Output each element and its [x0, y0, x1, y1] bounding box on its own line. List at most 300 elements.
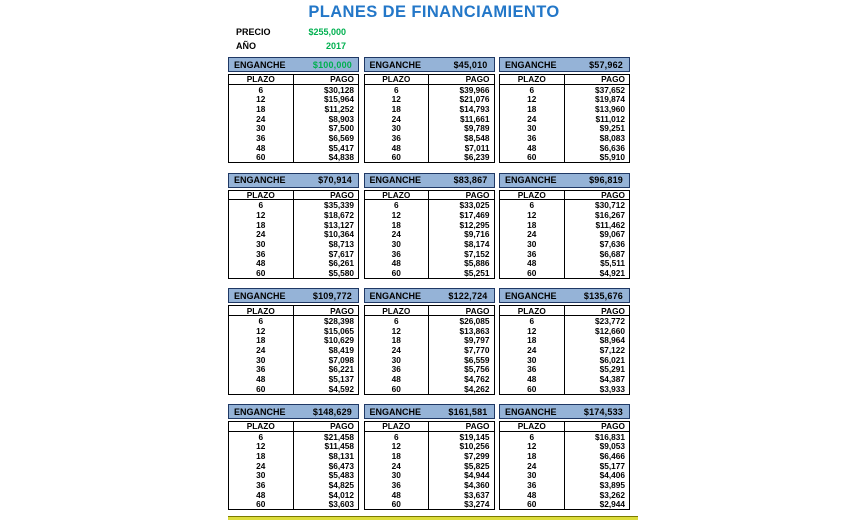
plazo-cell: 36: [365, 480, 430, 490]
plan-row: [500, 316, 629, 326]
plan-row: [229, 220, 358, 230]
plazo-cell: 6: [365, 316, 430, 326]
pago-cell: $30,712: [595, 200, 625, 211]
plan-row: [229, 461, 358, 471]
plan-row: [365, 451, 494, 461]
plan-card: [499, 57, 630, 163]
pago-cell: $5,417: [328, 142, 354, 153]
plan-row: [365, 210, 494, 220]
pago-cell: $4,360: [464, 480, 490, 491]
plan-card: [228, 404, 359, 510]
plan-row: [500, 123, 629, 133]
enganche-label: ENGANCHE: [369, 59, 422, 70]
plan-row: [229, 133, 358, 143]
plan-row: [500, 259, 629, 269]
plazo-cell: 18: [229, 104, 294, 114]
info-label: PRECIO: [236, 27, 271, 37]
pago-cell: $16,831: [595, 431, 625, 442]
plan-row: [500, 355, 629, 365]
pago-cell: $7,500: [328, 123, 354, 134]
plazo-cell: 12: [365, 326, 430, 336]
plazo-cell: 12: [229, 326, 294, 336]
pago-cell: $8,083: [599, 132, 625, 143]
enganche-value: $96,819: [589, 175, 623, 186]
pago-cell: $4,262: [464, 383, 490, 394]
plan-row: [229, 210, 358, 220]
plan-card: [499, 404, 630, 510]
plan-row: [500, 384, 629, 394]
pago-column-header: PAGO: [465, 421, 490, 432]
plazo-cell: 48: [365, 259, 430, 269]
plazo-column-header: PLAZO: [500, 422, 565, 431]
plazo-cell: 60: [365, 268, 430, 278]
enganche-header: [499, 57, 630, 72]
plan-row: [365, 432, 494, 442]
payment-table: [499, 305, 630, 394]
plazo-cell: 18: [500, 335, 565, 345]
plazo-cell: 30: [365, 355, 430, 365]
plazo-cell: 60: [500, 500, 565, 510]
plazo-cell: 24: [500, 345, 565, 355]
pago-cell: $5,177: [599, 460, 625, 471]
pago-cell: $9,716: [464, 229, 490, 240]
plazo-column-header: PLAZO: [365, 75, 430, 84]
plazo-cell: 12: [229, 94, 294, 104]
pago-cell: $6,687: [599, 248, 625, 259]
enganche-label: ENGANCHE: [369, 175, 422, 186]
plazo-cell: 48: [500, 143, 565, 153]
plazo-cell: 12: [500, 441, 565, 451]
payment-table: [228, 74, 359, 163]
plan-row: [365, 316, 494, 326]
pago-cell: $7,636: [599, 238, 625, 249]
plazo-cell: 60: [229, 384, 294, 394]
plazo-cell: 60: [365, 153, 430, 163]
pago-cell: $17,469: [459, 209, 490, 220]
plan-row: [500, 220, 629, 230]
enganche-value: $148,629: [312, 406, 352, 417]
pago-cell: $15,964: [324, 94, 354, 105]
enganche-label: ENGANCHE: [234, 175, 286, 186]
enganche-value: $161,581: [448, 406, 488, 417]
pago-cell: $9,251: [599, 123, 625, 134]
pago-cell: $4,921: [599, 268, 625, 279]
plazo-cell: 6: [500, 200, 565, 210]
payment-table-header: [229, 422, 358, 432]
page-title: PLANES DE FINANCIAMIENTO: [308, 3, 560, 21]
plan-row: [365, 114, 494, 124]
plazo-cell: 12: [500, 94, 565, 104]
plan-row: [365, 490, 494, 500]
pago-cell: $4,838: [328, 152, 354, 163]
pago-cell: $5,756: [464, 364, 490, 375]
plan-row: [500, 153, 629, 163]
enganche-value: $83,867: [453, 175, 488, 186]
plazo-cell: 18: [229, 451, 294, 461]
plan-row: [365, 500, 494, 510]
plazo-cell: 48: [500, 490, 565, 500]
plazo-cell: 30: [229, 123, 294, 133]
enganche-label: ENGANCHE: [505, 406, 557, 417]
plazo-cell: 36: [229, 365, 294, 375]
plazo-cell: 12: [365, 94, 430, 104]
plan-row: [500, 200, 629, 210]
plazo-cell: 30: [229, 471, 294, 481]
pago-cell: $5,511: [600, 258, 625, 269]
payment-table: [228, 305, 359, 394]
pago-cell: $10,364: [324, 229, 354, 240]
plazo-cell: 36: [365, 133, 430, 143]
pago-cell: $6,466: [599, 450, 625, 461]
payment-table-header: [229, 306, 358, 316]
enganche-label: ENGANCHE: [505, 175, 557, 186]
pago-cell: $5,483: [328, 470, 354, 481]
plan-row: [365, 153, 494, 163]
plan-row: [500, 94, 629, 104]
pago-column-header: PAGO: [330, 305, 354, 316]
payment-table-header: [500, 191, 629, 201]
pago-cell: $8,174: [464, 238, 490, 249]
pago-cell: $6,473: [328, 460, 354, 471]
plan-row: [500, 239, 629, 249]
enganche-header: [228, 173, 359, 188]
plan-row: [500, 104, 629, 114]
pago-cell: $5,886: [464, 258, 490, 269]
plan-row: [229, 490, 358, 500]
pago-cell: $8,548: [464, 132, 490, 143]
pago-cell: $37,652: [595, 84, 625, 95]
pago-cell: $21,458: [324, 431, 354, 442]
enganche-value: $135,676: [583, 290, 623, 301]
payment-table: [228, 421, 359, 510]
pago-cell: $6,239: [464, 152, 490, 163]
pago-cell: $9,067: [599, 229, 625, 240]
enganche-value: $100,000: [312, 59, 352, 70]
pago-cell: $3,274: [464, 499, 490, 510]
plan-row: [229, 239, 358, 249]
pago-column-header: PAGO: [601, 190, 625, 201]
pago-cell: $13,127: [324, 219, 354, 230]
plazo-cell: 18: [229, 220, 294, 230]
pago-cell: $3,603: [328, 499, 354, 510]
plazo-column-header: PLAZO: [365, 191, 430, 200]
pago-column-header: PAGO: [330, 190, 354, 201]
pago-cell: $10,629: [324, 335, 354, 346]
payment-table-header: [500, 75, 629, 85]
enganche-header: [364, 404, 495, 419]
plazo-cell: 6: [500, 432, 565, 442]
plan-row: [365, 441, 494, 451]
plan-row: [365, 374, 494, 384]
pago-cell: $5,910: [599, 152, 625, 163]
pago-cell: $4,406: [599, 470, 625, 481]
enganche-header: [228, 288, 359, 303]
enganche-header: [499, 288, 630, 303]
pago-cell: $21,076: [459, 94, 490, 105]
plan-row: [365, 143, 494, 153]
plazo-cell: 24: [500, 229, 565, 239]
pago-cell: $8,903: [328, 113, 354, 124]
pago-cell: $6,636: [599, 142, 625, 153]
payment-table: [364, 74, 495, 163]
plazo-cell: 6: [229, 432, 294, 442]
plazo-cell: 24: [365, 114, 430, 124]
plan-row: [365, 200, 494, 210]
price-year-info: [236, 25, 346, 53]
pago-cell: $8,964: [599, 335, 625, 346]
pago-cell: $5,251: [464, 268, 490, 279]
plan-row: [229, 500, 358, 510]
plan-row: [229, 316, 358, 326]
pago-cell: $8,419: [328, 344, 354, 355]
plan-row: [365, 384, 494, 394]
plazo-cell: 6: [500, 85, 565, 95]
pago-cell: $11,458: [324, 441, 354, 452]
pago-cell: $19,874: [595, 94, 625, 105]
enganche-value: $174,533: [583, 406, 623, 417]
pago-cell: $7,098: [328, 354, 354, 365]
payment-table-header: [500, 306, 629, 316]
pago-cell: $3,933: [599, 383, 625, 394]
info-row: [236, 25, 346, 39]
pago-column-header: PAGO: [601, 305, 625, 316]
pago-cell: $12,660: [595, 325, 625, 336]
pago-column-header: PAGO: [330, 74, 354, 85]
plazo-cell: 18: [365, 220, 430, 230]
plazo-column-header: PLAZO: [500, 75, 565, 84]
plan-row: [229, 345, 358, 355]
plan-card: [228, 288, 359, 394]
enganche-value: $122,724: [448, 290, 488, 301]
pago-cell: $28,398: [324, 315, 354, 326]
plan-row: [229, 355, 358, 365]
pago-cell: $9,797: [464, 335, 490, 346]
plan-row: [229, 143, 358, 153]
payment-table: [499, 74, 630, 163]
plan-row: [500, 114, 629, 124]
plazo-cell: 60: [365, 500, 430, 510]
pago-cell: $26,085: [459, 315, 490, 326]
pago-cell: $7,122: [599, 344, 625, 355]
plazo-cell: 48: [229, 490, 294, 500]
plan-row: [229, 374, 358, 384]
plan-row: [365, 461, 494, 471]
plazo-cell: 24: [500, 461, 565, 471]
pago-cell: $9,789: [464, 123, 490, 134]
plan-row: [500, 345, 629, 355]
plazo-cell: 30: [500, 239, 565, 249]
pago-cell: $23,772: [595, 315, 625, 326]
pago-cell: $8,131: [328, 450, 354, 461]
plazo-cell: 48: [500, 374, 565, 384]
pago-column-header: PAGO: [601, 421, 625, 432]
plan-row: [365, 94, 494, 104]
pago-cell: $4,012: [328, 489, 354, 500]
plan-row: [229, 441, 358, 451]
plan-row: [365, 249, 494, 259]
plan-row: [229, 335, 358, 345]
payment-table-header: [365, 75, 494, 85]
plazo-cell: 36: [229, 133, 294, 143]
plazo-cell: 24: [500, 114, 565, 124]
plan-row: [500, 461, 629, 471]
plazo-cell: 36: [500, 480, 565, 490]
plazo-cell: 60: [229, 268, 294, 278]
pago-cell: $13,960: [595, 103, 625, 114]
plazo-cell: 36: [365, 249, 430, 259]
plazo-cell: 48: [229, 374, 294, 384]
payment-table-header: [365, 422, 494, 432]
plan-row: [365, 123, 494, 133]
plan-card: [228, 173, 359, 279]
pago-cell: $6,559: [464, 354, 490, 365]
pago-cell: $5,580: [328, 268, 354, 279]
plan-row: [365, 345, 494, 355]
enganche-header: [228, 57, 359, 72]
enganche-header: [499, 173, 630, 188]
enganche-label: ENGANCHE: [234, 406, 286, 417]
pago-cell: $5,137: [328, 374, 354, 385]
pago-cell: $3,262: [599, 489, 625, 500]
plazo-cell: 18: [500, 451, 565, 461]
payment-table-header: [500, 422, 629, 432]
payment-table: [364, 305, 495, 394]
pago-cell: $4,944: [464, 470, 490, 481]
plazo-cell: 6: [365, 432, 430, 442]
plazo-cell: 60: [229, 153, 294, 163]
pago-cell: $35,339: [324, 200, 354, 211]
plazo-cell: 24: [229, 114, 294, 124]
plan-row: [365, 355, 494, 365]
plan-row: [229, 259, 358, 269]
enganche-value: $57,962: [589, 59, 623, 70]
plazo-cell: 30: [500, 355, 565, 365]
plan-card: [228, 57, 359, 163]
payment-table-header: [365, 191, 494, 201]
pago-cell: $10,256: [459, 441, 490, 452]
plazo-cell: 24: [365, 345, 430, 355]
pago-cell: $3,637: [464, 489, 490, 500]
pago-cell: $14,793: [459, 103, 490, 114]
pago-column-header: PAGO: [601, 74, 625, 85]
pago-cell: $6,221: [328, 364, 354, 375]
plan-row: [500, 143, 629, 153]
next-section-strip: [228, 516, 638, 520]
plan-row: [500, 326, 629, 336]
plazo-cell: 12: [229, 441, 294, 451]
plazo-cell: 6: [500, 316, 565, 326]
plan-row: [500, 365, 629, 375]
plan-row: [500, 249, 629, 259]
plan-row: [500, 374, 629, 384]
plan-row: [229, 268, 358, 278]
plazo-cell: 18: [500, 220, 565, 230]
pago-cell: $19,145: [459, 431, 490, 442]
enganche-label: ENGANCHE: [369, 406, 422, 417]
plan-row: [500, 441, 629, 451]
plan-row: [365, 104, 494, 114]
enganche-header: [364, 173, 495, 188]
enganche-label: ENGANCHE: [505, 59, 557, 70]
pago-cell: $39,966: [459, 84, 490, 95]
plan-row: [500, 268, 629, 278]
plan-row: [500, 335, 629, 345]
pago-cell: $16,267: [595, 209, 625, 220]
plazo-cell: 24: [229, 461, 294, 471]
plan-row: [229, 200, 358, 210]
pago-cell: $7,770: [464, 344, 490, 355]
plazo-cell: 12: [365, 441, 430, 451]
plazo-cell: 24: [229, 345, 294, 355]
payment-table: [228, 190, 359, 279]
plazo-cell: 18: [365, 104, 430, 114]
plazo-cell: 6: [365, 200, 430, 210]
plazo-cell: 48: [365, 374, 430, 384]
plan-row: [500, 229, 629, 239]
payment-table-header: [365, 306, 494, 316]
plazo-column-header: PLAZO: [229, 75, 294, 84]
info-value: 2017: [325, 41, 346, 51]
plazo-cell: 30: [365, 239, 430, 249]
plan-card: [364, 288, 495, 394]
plans-grid: [228, 57, 630, 510]
plazo-cell: 6: [229, 316, 294, 326]
plan-row: [500, 85, 629, 95]
plan-row: [229, 326, 358, 336]
plan-row: [365, 480, 494, 490]
plazo-cell: 30: [500, 123, 565, 133]
plazo-cell: 60: [229, 500, 294, 510]
plazo-column-header: PLAZO: [229, 191, 294, 200]
enganche-label: ENGANCHE: [369, 290, 422, 301]
plan-row: [229, 229, 358, 239]
pago-cell: $6,569: [328, 132, 354, 143]
enganche-header: [228, 404, 359, 419]
pago-cell: $7,011: [464, 142, 490, 153]
plazo-cell: 24: [365, 461, 430, 471]
pago-cell: $11,462: [595, 219, 625, 230]
plazo-cell: 24: [229, 229, 294, 239]
plan-row: [500, 432, 629, 442]
plan-row: [229, 153, 358, 163]
plazo-cell: 48: [229, 259, 294, 269]
pago-column-header: PAGO: [330, 421, 354, 432]
plazo-cell: 18: [229, 335, 294, 345]
plan-row: [500, 451, 629, 461]
enganche-value: $70,914: [318, 175, 352, 186]
info-label: AÑO: [236, 41, 256, 51]
plan-row: [500, 210, 629, 220]
pago-cell: $12,295: [459, 219, 490, 230]
plazo-column-header: PLAZO: [500, 306, 565, 315]
payment-table: [499, 190, 630, 279]
pago-cell: $15,065: [324, 325, 354, 336]
plan-row: [229, 114, 358, 124]
plan-card: [364, 173, 495, 279]
plan-row: [229, 480, 358, 490]
plan-card: [499, 173, 630, 279]
payment-table: [364, 190, 495, 279]
plazo-cell: 60: [500, 384, 565, 394]
plazo-cell: 6: [229, 200, 294, 210]
plazo-cell: 30: [229, 239, 294, 249]
plazo-cell: 36: [365, 365, 430, 375]
plan-row: [229, 123, 358, 133]
pago-cell: $30,128: [324, 84, 354, 95]
pago-cell: $6,261: [328, 258, 354, 269]
plazo-column-header: PLAZO: [229, 306, 294, 315]
plan-card: [499, 288, 630, 394]
